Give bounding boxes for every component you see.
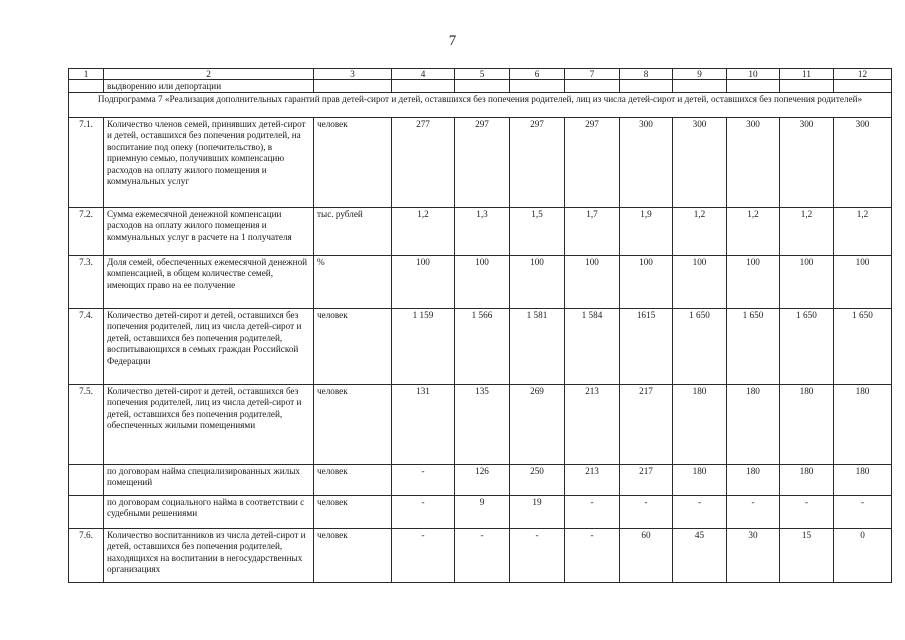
value-cell: 100 — [565, 256, 620, 309]
value-cell: 1 584 — [565, 309, 620, 385]
value-cell: - — [510, 529, 565, 583]
value-cell: 277 — [392, 118, 455, 208]
value-cell: - — [834, 496, 892, 529]
value-cell: 213 — [565, 465, 620, 496]
header-cell: 1 — [69, 69, 104, 80]
header-cell: 6 — [510, 69, 565, 80]
value-cell: 1 650 — [673, 309, 727, 385]
unit-cell: человек — [314, 529, 392, 583]
value-cell: 180 — [673, 465, 727, 496]
header-cell: 7 — [565, 69, 620, 80]
value-cell: 60 — [620, 529, 673, 583]
value-cell: - — [780, 496, 834, 529]
value-cell: 100 — [673, 256, 727, 309]
row-number: 7.6. — [69, 529, 104, 583]
value-cell: 180 — [780, 465, 834, 496]
value-cell: 1 650 — [727, 309, 780, 385]
indicator-name: Количество детей-сирот и детей, оставшихся без попечения родителей, лиц из числа детей-сирот и детей, оставшихся без попечения родителей, воспитывающихся в семьях граждан Российской Федерации — [104, 309, 314, 385]
continuation-row — [69, 80, 892, 93]
subprogram-row — [69, 93, 892, 118]
value-cell: 250 — [510, 465, 565, 496]
value-cell: 1 566 — [455, 309, 510, 385]
value-cell: 297 — [455, 118, 510, 208]
value-cell: - — [727, 496, 780, 529]
table-row — [69, 208, 892, 256]
value-cell: 213 — [565, 385, 620, 465]
value-cell: 1,5 — [510, 208, 565, 256]
row-number: 7.1. — [69, 118, 104, 208]
indicator-name: Сумма ежемесячной денежной компенсации расходов на оплату жилого помещения и коммунальных услуг в расчете на 1 получателя — [104, 208, 314, 256]
value-cell: 1 650 — [834, 309, 892, 385]
value-cell: 100 — [392, 256, 455, 309]
value-cell: - — [673, 496, 727, 529]
row-number: 7.3. — [69, 256, 104, 309]
value-cell: 100 — [510, 256, 565, 309]
value-cell: 297 — [565, 118, 620, 208]
indicator-name: Доля семей, обеспеченных ежемесячной денежной компенсацией, в общем количестве семей, имеющих право на ее получение — [104, 256, 314, 309]
value-cell: 30 — [727, 529, 780, 583]
table-row — [69, 496, 892, 529]
value-cell: - — [565, 496, 620, 529]
value-cell: 15 — [780, 529, 834, 583]
value-cell: 217 — [620, 385, 673, 465]
value-cell: - — [620, 496, 673, 529]
value-cell: 300 — [620, 118, 673, 208]
value-cell: 300 — [780, 118, 834, 208]
unit-cell: тыс. рублей — [314, 208, 392, 256]
value-cell: 100 — [780, 256, 834, 309]
value-cell: 180 — [727, 465, 780, 496]
indicator-name: Количество членов семей, принявших детей-сирот и детей, оставшихся без попечения родителей, на воспитание под опеку (попечительство), в приемную семью, получивших компенсацию расходов на оплату жилого помещения и коммунальных услуг — [104, 118, 314, 208]
value-cell: 1,2 — [780, 208, 834, 256]
value-cell: 131 — [392, 385, 455, 465]
continuation-text: выдворению или депортации — [104, 80, 314, 93]
header-row — [69, 69, 892, 80]
table-row — [69, 309, 892, 385]
row-number — [69, 465, 104, 496]
value-cell: 300 — [834, 118, 892, 208]
table-row — [69, 118, 892, 208]
value-cell: 126 — [455, 465, 510, 496]
header-cell: 11 — [780, 69, 834, 80]
value-cell: - — [392, 465, 455, 496]
value-cell: - — [455, 529, 510, 583]
value-cell: 297 — [510, 118, 565, 208]
value-cell: 300 — [727, 118, 780, 208]
unit-cell: человек — [314, 385, 392, 465]
table-row — [69, 385, 892, 465]
header-cell: 10 — [727, 69, 780, 80]
value-cell: 1,2 — [834, 208, 892, 256]
value-cell: 100 — [620, 256, 673, 309]
value-cell: 45 — [673, 529, 727, 583]
value-cell: 180 — [727, 385, 780, 465]
value-cell: - — [392, 529, 455, 583]
header-cell: 3 — [314, 69, 392, 80]
table-row — [69, 465, 892, 496]
value-cell: 1,2 — [727, 208, 780, 256]
value-cell: 1,2 — [673, 208, 727, 256]
header-cell: 9 — [673, 69, 727, 80]
value-cell: 0 — [834, 529, 892, 583]
value-cell: - — [392, 496, 455, 529]
header-cell: 8 — [620, 69, 673, 80]
indicator-name: по договорам социального найма в соответствии с судебными решениями — [104, 496, 314, 529]
unit-cell: % — [314, 256, 392, 309]
page-number: 7 — [448, 33, 457, 49]
value-cell: 1,2 — [392, 208, 455, 256]
row-number: 7.4. — [69, 309, 104, 385]
unit-cell: человек — [314, 309, 392, 385]
indicator-name: Количество детей-сирот и детей, оставшихся без попечения родителей, лиц из числа детей-сирот и детей, оставшихся без попечения родителей, обеспеченных жилыми помещениями — [104, 385, 314, 465]
value-cell: 180 — [673, 385, 727, 465]
value-cell: 180 — [834, 385, 892, 465]
table-row — [69, 256, 892, 309]
value-cell: 100 — [727, 256, 780, 309]
value-cell: 1615 — [620, 309, 673, 385]
value-cell: 180 — [834, 465, 892, 496]
unit-cell: человек — [314, 118, 392, 208]
value-cell: 1,9 — [620, 208, 673, 256]
value-cell: 9 — [455, 496, 510, 529]
value-cell: 300 — [673, 118, 727, 208]
value-cell: 180 — [780, 385, 834, 465]
subprogram-title: Подпрограмма 7 «Реализация дополнительных гарантий прав детей-сирот и детей, оставшихся без попечения родителей, лиц из числа детей-сирот и детей, оставшихся без попечения родителей» — [69, 93, 892, 118]
unit-cell: человек — [314, 465, 392, 496]
header-cell: 12 — [834, 69, 892, 80]
row-number: 7.2. — [69, 208, 104, 256]
header-cell: 5 — [455, 69, 510, 80]
indicator-name: по договорам найма специализированных жилых помещений — [104, 465, 314, 496]
value-cell: 269 — [510, 385, 565, 465]
value-cell: 19 — [510, 496, 565, 529]
value-cell: 100 — [834, 256, 892, 309]
indicators-table — [68, 68, 892, 583]
value-cell: 1 581 — [510, 309, 565, 385]
indicator-name: Количество воспитанников из числа детей-сирот и детей, оставшихся без попечения родителей, находящихся на воспитании в негосударственных организациях — [104, 529, 314, 583]
value-cell: 1 159 — [392, 309, 455, 385]
value-cell: 1 650 — [780, 309, 834, 385]
value-cell: 100 — [455, 256, 510, 309]
value-cell: 1,7 — [565, 208, 620, 256]
header-cell: 2 — [104, 69, 314, 80]
value-cell: - — [565, 529, 620, 583]
value-cell: 217 — [620, 465, 673, 496]
row-number — [69, 496, 104, 529]
table-row — [69, 529, 892, 583]
unit-cell: человек — [314, 496, 392, 529]
value-cell: 135 — [455, 385, 510, 465]
row-number: 7.5. — [69, 385, 104, 465]
header-cell: 4 — [392, 69, 455, 80]
value-cell: 1,3 — [455, 208, 510, 256]
